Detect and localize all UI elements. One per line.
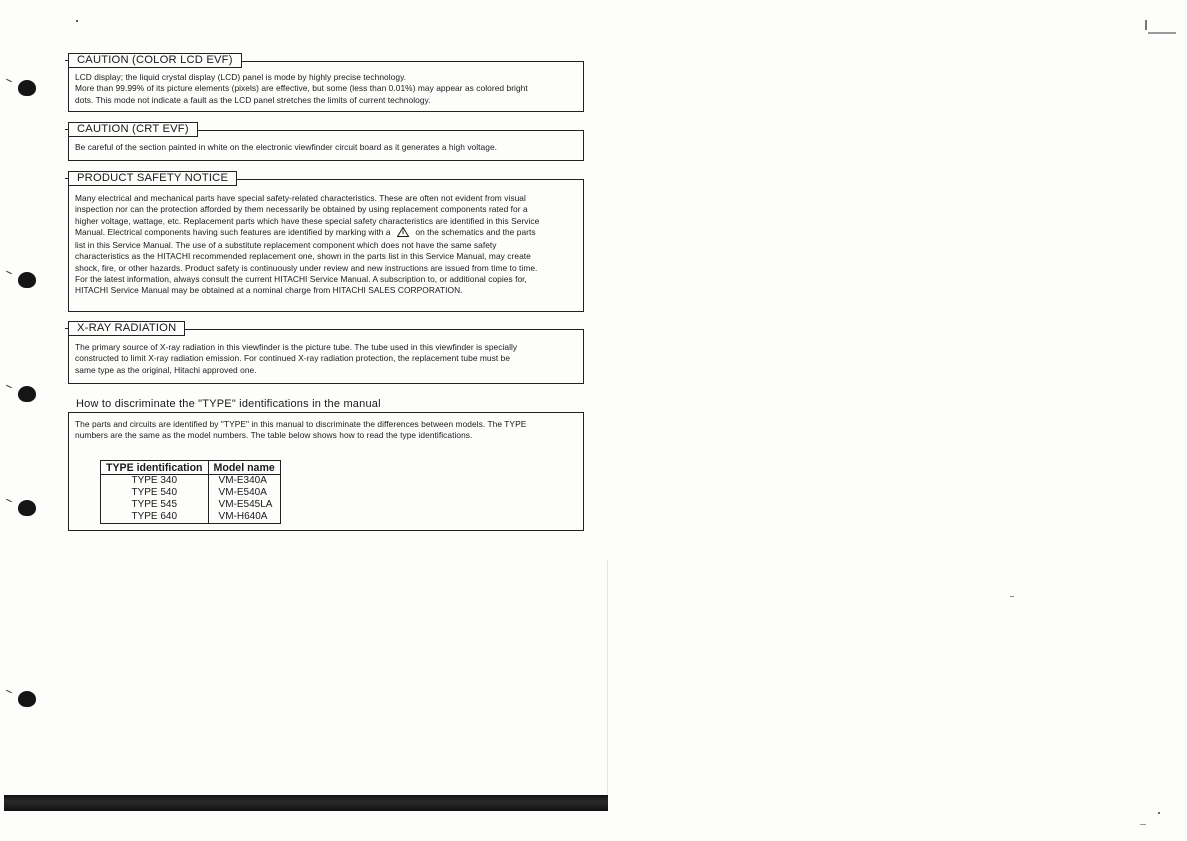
text-line: The parts and circuits are identified by "TYPE" in this manual to discriminate the differences between models. The TYPE (75, 419, 527, 429)
type-identification-table (100, 460, 281, 524)
scan-speck (76, 20, 78, 22)
crt-caution-box (68, 123, 584, 161)
table-row (101, 511, 281, 524)
text-line: shock, fire, or other hazards. Product safety is continuously under review and new instructions are issued from time to time. (75, 262, 538, 273)
text-line: numbers are the same as the model numbers. The table below shows how to read the type identifications. (75, 430, 473, 441)
table-header-type: TYPE identification (101, 461, 209, 475)
text-line: dots. This mode not indicate a fault as the LCD panel stretches the limits of current technology. (75, 94, 431, 105)
scan-edge-bar (4, 795, 608, 811)
crt-caution-title: CAUTION (CRT EVF) (68, 122, 198, 137)
table-header-row (101, 461, 281, 475)
type-cell: TYPE 640 (101, 511, 209, 524)
text-line: list in this Service Manual. The use of a substitute replacement component which does not have the same safety (75, 240, 497, 251)
safety-notice-box (68, 172, 584, 312)
punch-tick (6, 79, 12, 82)
text-line: More than 99.99% of its picture elements (pixels) are effective, but some (less than 0.01%) may appear as colored bright (75, 83, 528, 94)
text-fragment: Manual. Electrical components having such features are identified by marking with a (75, 226, 391, 237)
text-line: same type as the original, Hitachi approved one. (75, 364, 257, 375)
text-line: inspection nor can the protection afforded by them necessarily be obtained by using replacement components rated for a (75, 204, 528, 215)
safety-notice-text (75, 180, 577, 297)
type-section-text (75, 413, 577, 442)
table-row (101, 475, 281, 488)
punch-tick (6, 385, 12, 388)
text-line: For the latest information, always consult the current HITACHI Service Manual. A subscription to, or additional copies for, (75, 274, 527, 285)
punch-hole-icon (18, 272, 36, 288)
type-cell: TYPE 545 (101, 499, 209, 511)
scan-speck (1158, 812, 1160, 814)
scan-speck (1145, 20, 1147, 30)
text-line: characteristics as the HITACHI recommended replacement one, shown in the parts list in this Service Manual, may create (75, 251, 531, 262)
model-cell: VM-H640A (208, 511, 280, 524)
xray-radiation-title: X-RAY RADIATION (68, 321, 185, 336)
scan-speck (1140, 824, 1146, 825)
punch-tick (6, 499, 12, 502)
table-header-model: Model name (208, 461, 280, 475)
type-cell: TYPE 340 (101, 475, 209, 488)
punch-hole-icon (18, 80, 36, 96)
punch-tick (6, 271, 12, 274)
xray-radiation-box (68, 322, 584, 384)
model-cell: VM-E340A (208, 475, 280, 488)
warning-triangle-icon (397, 227, 409, 240)
scan-speck (1010, 596, 1014, 597)
punch-hole-icon (18, 500, 36, 516)
text-line: Be careful of the section painted in white on the electronic viewfinder circuit board as it generates a high voltage. (75, 142, 498, 152)
model-cell: VM-E540A (208, 487, 280, 499)
text-fragment: on the schematics and the parts (415, 226, 536, 237)
table-row (101, 487, 281, 499)
model-cell: VM-E545LA (208, 499, 280, 511)
lcd-caution-title: CAUTION (COLOR LCD EVF) (68, 53, 242, 68)
lcd-caution-text (75, 62, 577, 106)
text-line: HITACHI Service Manual may be obtained at a nominal charge from HITACHI SALES CORPORATION. (75, 285, 463, 296)
text-line: higher voltage, wattage, etc. Replacement parts which have these special safety characteristics are identified in this Service (75, 215, 540, 226)
scan-speck (1148, 32, 1176, 34)
punch-hole-icon (18, 386, 36, 402)
punch-tick (6, 690, 12, 693)
table-row (101, 499, 281, 511)
type-section-title: How to discriminate the "TYPE" identifications in the manual (76, 398, 381, 410)
text-line: constructed to limit X-ray radiation emission. For continued X-ray radiation protection, the replacement tube must be (75, 353, 511, 364)
xray-radiation-text (75, 330, 577, 376)
punch-hole-icon (18, 691, 36, 707)
text-line: The primary source of X-ray radiation in this viewfinder is the picture tube. The tube used in this viewfinder is specially (75, 342, 518, 352)
text-line (75, 227, 577, 240)
page-fold-line (607, 560, 608, 800)
safety-notice-title: PRODUCT SAFETY NOTICE (68, 171, 237, 186)
lcd-caution-box (68, 54, 584, 112)
text-line: LCD display; the liquid crystal display (LCD) panel is mode by highly precise technology. (75, 72, 407, 82)
text-line: Many electrical and mechanical parts have special safety-related characteristics. These are often not evident from visual (75, 193, 526, 203)
type-cell: TYPE 540 (101, 487, 209, 499)
